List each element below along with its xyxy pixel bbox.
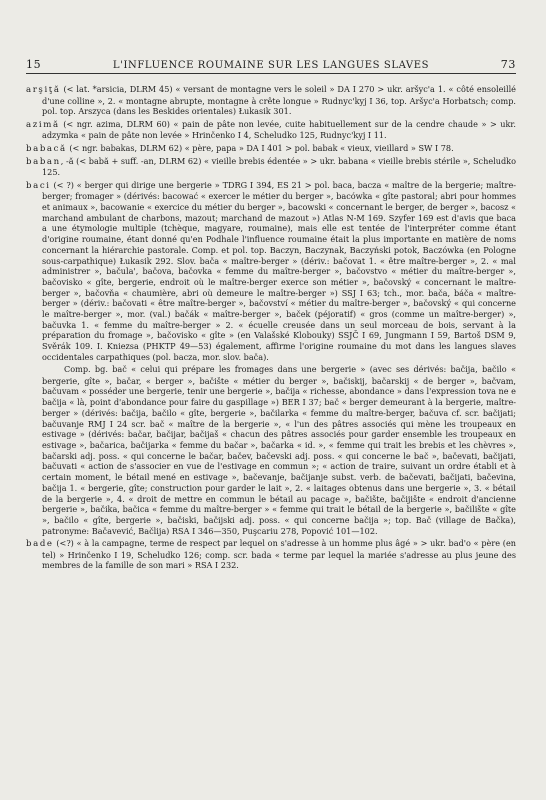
headword: arşiţă xyxy=(26,85,61,95)
entry-baci-continued xyxy=(26,364,516,536)
entry-baci xyxy=(26,180,516,363)
running-title: L'INFLUENCE ROUMAINE SUR LES LANGUES SLAVES xyxy=(112,60,430,71)
entry-text: (< ngr. babakas, DLRM 62) « père, papa » DA I 401 > pol. babak « vieux, vieillard » SW I 78. xyxy=(66,142,454,153)
headword: baban xyxy=(26,156,61,167)
header-rule xyxy=(26,73,516,74)
entry-text: , -ă (< babă + suff. -an, DLRM 62) « vieille brebis édentée » > ukr. babana « vieille brebis stérile », Scheludko 125. xyxy=(42,155,516,178)
entry-text: (< lat. *arsicia, DLRM 45) « versant de montagne vers le soleil » DA I 270 > ukr. aršyc'a 1. « côté ensoleillé d'une colline », 2. « montagne abrupte, montagne à crête longue » Rudnyc'kyj I 36, top. Aršyc'a Horbatsch; comp. pol. top. Arszyca (dans les Beskides orientales) Łukasik 301. xyxy=(42,84,516,117)
entry-text: (< ngr. azima, DLRM 60) « pain de pâte non levée, cuite habituellement sur de la cendre chaude » > ukr. adzymka « pain de pâte non levée » Hrinčenko I 4, Scheludko 125, Rudnyc'kyj I 11. xyxy=(42,118,516,141)
entry-arsita xyxy=(26,84,516,117)
headword: azimă xyxy=(26,119,60,130)
entry-text: (<?) « à la campagne, terme de respect par lequel on s'adresse à un homme plus âgé » > ukr. bad'o « père (en tel) » Hrinčenko I 19, Scheludko 126; comp. scr. bada « terme par lequel la mariée s'adresse au plus jeune des membres de la famille de son mari » RSA I 232. xyxy=(42,537,516,571)
entry-bade xyxy=(26,538,516,571)
entry-text: Comp. bg. bač « celui qui prépare les fromages dans une bergerie » (avec ses dérivés: bačija, bačilo « bergerie, gîte », bačar, « berger », bačište « métier du berger », bačiskij, bačarskij « de berger », bačvam, bačuvam « posséder une bergerie, tenir une bergerie », bačija « richesse, abondance » dans l'expression tova ne e bačija « là, point d'abondance pour faire du gaspillage ») BER I 37; bač « berger demeurant à la bergerie, maître-berger » (dérivés: bačija, bačilo « gîte, bergerie », bačilarka « femme du maître-berger, bačuva cf. scr. bačijati; bačuvanje RMJ I 24 scr. bač « maître de la bergerie », « l'un des pâtres associés qui mène les troupeaux en estivage » (dérivés: bačar, bačijar, bačijaš « chacun des pâtres associés pour garder ensemble les troupeaux en estivage », bačarica, bačijarka « femme du bačar », bačarka « id. », « femme qui trait les brebis et les chèvres », bačarski adj. poss. « qui concerne le bačar, bačev, bačevski adj. poss. « qui concerne le bač », bačevati, bačijati, bačuvati « action de s'associer en vue de l'estivage en commun »; « action de traire, suivant un ordre établi et à certain moment, le bétail mené en estivage », bačevanje, bačijanje subst. verb. de bačevati, bačijati, bačevina, bačija 1. « bergerie, gîte; construction pour garder le lait », 2. « laitages obtenus dans une bergerie », 3. « bétail de la bergerie », 4. « droit de mettre en commun le bétail au pacage », bačište, bačijište « endroit d'ancienne bergerie », bačika, bačica « femme du maître-berger » « femme qui trait le bétail de la bergerie », bačilište « gîte », bačilo « gîte, bergerie », bačiski, bačijski adj. poss. « qui concerne bačija »; top. Bač (village de Bačka), patronyme: Bačavević, Bačlija) RSA I 346—350, Puşcariu 278, Popović 101—102. xyxy=(42,364,516,536)
entry-text: (< ?) « berger qui dirige une bergerie » TDRG I 394, ES 21 > pol. baca, bacza « maître de la bergerie; maître-berger; fromager » (dérivés: bacować « exercer le métier du berger », bacówka « gîte pastoral; abri pour hommes et animaux », bacowanie « exercice du métier du berger », bacowski « concernant le berger, de berger », bacosz « marchand ambulant de charbons, mazout; marchand de mazout ») Atlas N-M 169. Szyfer 169 est d'avis que baca a une étymologie multiple (tchèque, magyare, roumaine), mais elle est tentée de l'interpréter comme étant d'origine roumaine, étant donné qu'en Podhale l'influence roumaine était la plus importante en matière de noms concernant la hiérarchie pastorale. Comp. et pol. top. Baczyn, Baczynak, Baczyński potok, Baczówka (en Pologne sous-carpathique) Łukasik 292. Slov. bača « maître-berger » (dériv.: bačovat 1. « être maître-berger », 2. « mal administrer », bačula', bačova, bačovka « femme du maître-berger », bačovstvo « métier du maître-berger », bačovisko « gîte, bergerie, endroit où le maître-berger exerce son métier », bačovský « concernant le maître-berger », bačovňa « chaumière, abri où demeure le maître-berger ») SSJ I 63; tch., mor. bača, báča « maître-berger » (dériv.: bačovati « être maître-berger », bačovství « métier du maître-berger », bačovský « qui concerne le maître-berger », mor. (val.) bačák « maître-berger », baček (péjoratif) « gros (comme un maître-berger) », bačuvka 1. « femme du maître-berger » 2. « écuelle creusée dans un seul morceau de bois, servant à la préparation du fromage », bačovisko « gîte » (en Valašské Klobouky) SSJČ I 69, Jungmann I 59, Bartoš DSM 9, Svěrák 109. I. Kniezsa (PHKTP 49—53) également, affirme l'origine roumaine du mot dans les langues slaves occidentales carpathiques (pol. bacza, mor. slov. bača). xyxy=(42,179,516,362)
headword: bade xyxy=(26,538,54,549)
page-number-left: 15 xyxy=(26,58,42,71)
entry-azima xyxy=(26,119,516,141)
entry-baban xyxy=(26,156,516,178)
entry-babaca xyxy=(26,143,516,155)
headword: babacă xyxy=(26,143,67,154)
running-header xyxy=(26,58,516,71)
headword: baci xyxy=(26,180,51,191)
page-number-right: 73 xyxy=(500,58,516,71)
dictionary-body xyxy=(26,84,516,572)
